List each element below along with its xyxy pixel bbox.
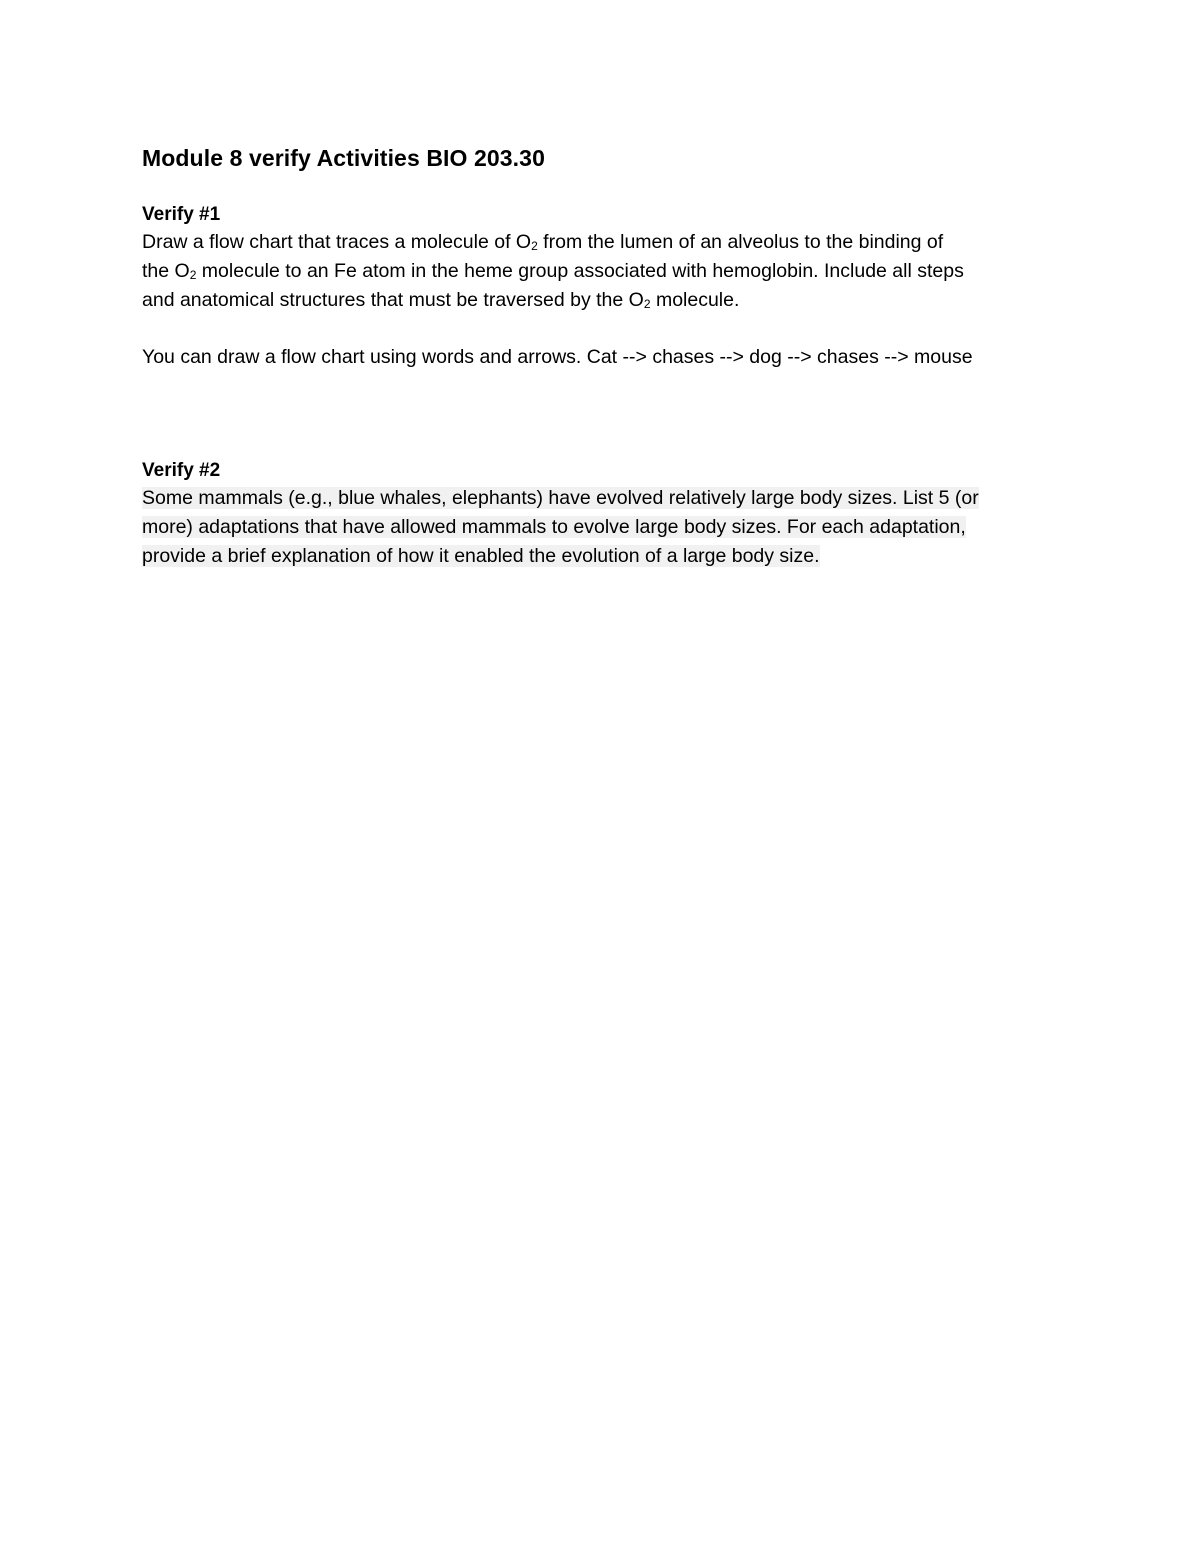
- verify-1-line-3-b: molecule.: [650, 289, 740, 311]
- verify-2-heading: Verify #2: [142, 460, 221, 481]
- verify-1-line-1-b: from the lumen of an alveolus to the binding of: [537, 231, 944, 253]
- spacer: [142, 372, 1082, 458]
- verify-2-line-2: [142, 513, 1082, 542]
- verify-1-line-3-subscript: 2: [643, 297, 651, 311]
- verify-1-line-2-b: molecule to an Fe atom in the heme group associated with hemoglobin. Include all steps: [196, 260, 964, 282]
- verify-2-line-3: [142, 542, 1082, 571]
- verify-1-line-1-subscript: 2: [531, 239, 538, 253]
- verify-1-example: [142, 343, 1082, 372]
- verify-1-heading: Verify #1: [142, 204, 221, 225]
- verify-1-line-1: [142, 228, 1082, 257]
- verify-2-line-3-text: provide a brief explanation of how it enabled the evolution of a large body size.: [142, 545, 820, 567]
- spacer: [142, 315, 1082, 343]
- verify-1-prompt: [142, 228, 1082, 315]
- verify-1-line-2-subscript: 2: [189, 268, 197, 282]
- verify-1-line-2-a: the O: [142, 260, 190, 282]
- verify-1-section: [142, 202, 1082, 372]
- verify-1-line-2: [142, 257, 1082, 286]
- document-title: Module 8 verify Activities BIO 203.30: [142, 145, 545, 171]
- verify-1-line-1-a: Draw a flow chart that traces a molecule of O: [142, 231, 532, 253]
- verify-2-line-1: [142, 484, 1082, 513]
- verify-2-section: [142, 458, 1082, 571]
- document-content: [142, 142, 1082, 571]
- verify-1-line-3-a: and anatomical structures that must be traversed by the O: [142, 289, 644, 311]
- verify-2-line-2-text: more) adaptations that have allowed mammals to evolve large body sizes. For each adaptation,: [142, 516, 966, 538]
- verify-2-prompt: [142, 484, 1082, 571]
- verify-2-line-1-text: Some mammals (e.g., blue whales, elephants) have evolved relatively large body sizes. List 5 (or: [142, 487, 979, 509]
- verify-1-line-3: [142, 286, 1082, 315]
- verify-1-example-line: You can draw a flow chart using words and arrows. Cat --> chases --> dog --> chases --> mouse: [142, 346, 973, 368]
